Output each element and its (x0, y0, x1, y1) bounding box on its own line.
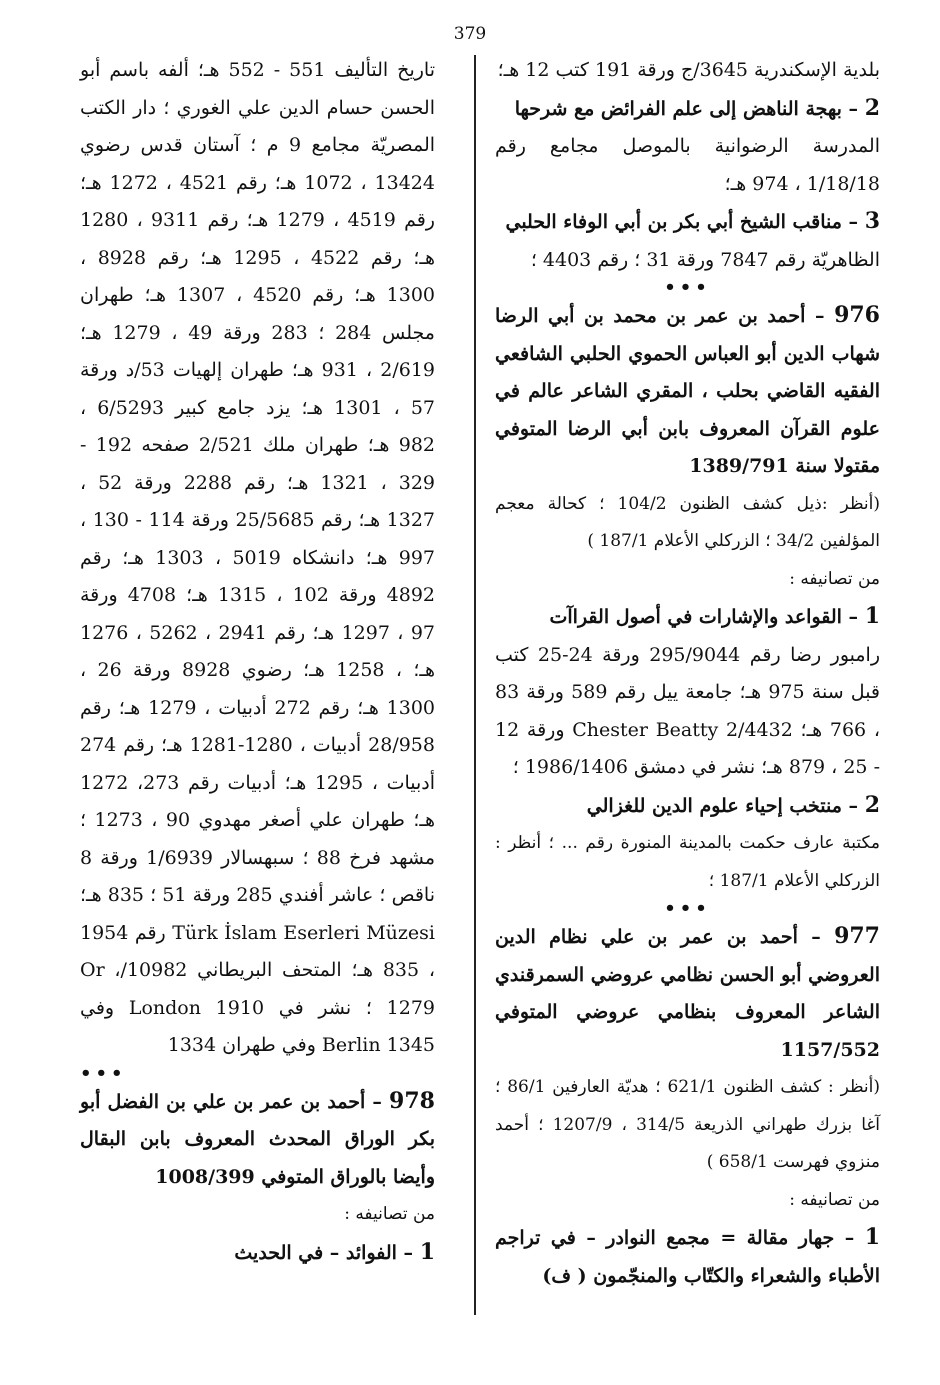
right-column (495, 52, 880, 1295)
paragraph: رامبور رضا رقم 295/9044 ورقة 24-25 كتب قبل سنة 975 هـ؛ جامعة ييل رقم 589 ورقة 83 ، 766 هـ؛ Chester Beatty 2/4432 ورقة 12 - 25 ، 879 هـ؛ نشر في دمشق 1986/1406 ؛ (495, 643, 881, 778)
entry-heading (495, 1219, 880, 1295)
paragraph: تاريخ التأليف 551 - 552 هـ؛ ألفه باسم أبو الحسن حسام الدين علي الغوري ؛ دار الكتب المصريّة مجامع 9 م ؛ آستان قدس رضوي 13424 ، 1072 هـ؛ رقم 4521 ، 1272 هـ؛ رقم 4519 ، 1279 هـ؛ رقم 9311 ، 1280 هـ؛ رقم 4522 ، 1295 هـ؛ رقم 8928 ، 1300 هـ؛ رقم 4520 ، 1307 هـ؛ طهران مجلس 284 ؛ 283 ورقة 49 ، 1279 هـ؛ 2/619 ، 931 هـ؛ طهران إلهيات 53/د ورقة 57 ، 1301 هـ؛ يزد جامع كبير 6/5293 ، 982 هـ؛ طهران ملك 2/521 صفحه 192 - 329 ، 1321 هـ؛ رقم 2288 ورقة 52 ، 1327 هـ؛ رقم 25/5685 ورقة 114 - 130 ، 997 هـ؛ دانشكاه 5019 ، 1303 هـ؛ رقم 4892 ورقة 102 ، 1315 هـ؛ 4708 ورقة 97 ، 1297 هـ؛ رقم 2941 ، 5262 ، 1276 هـ؛ ، 1258 هـ؛ رضوي 8928 ورقة 26 ، 1300 هـ؛ رقم 272 أدبيات ، 1279 هـ؛ رقم 28/958 أدبيات ، 1280-1281 هـ؛ رقم 274 أدبيات ، 1295 هـ؛ أدبيات رقم 273، 1272 هـ؛ طهران علي أصغر مهدوي 90 ، 1273 ؛ مشهد فرخ 88 ؛ سبهسالار 1/6939 ورقة 8 ناقص ؛ عاشر أفندي 285 ورقة 51 ؛ 835 هـ؛ Türk İslam Eserleri Müzesi رقم 1954 ، 835 هـ؛ المتحف البريطاني 10982/Or ، 1279 ؛ نشر في London 1910 وفي Berlin 1345 وفي طهران 1334 (80, 59, 436, 1056)
paragraph: (أنظر :ذيل كشف الظنون 104/2 ؛ كحالة معجم المؤلفين 34/2 ؛ الزركلي الأعلام 187/1 ) (495, 493, 880, 551)
entry-title: – بهجة الناهض إلى علم الفرائض مع شرحها (514, 97, 859, 120)
entry-heading (80, 1083, 435, 1197)
paragraph: المدرسة الرضوانية بالموصل مجامع رقم 1/18/18 ، 974 هـ؛ (495, 135, 880, 195)
column-divider (474, 55, 476, 1315)
entry-number: 978 (389, 1087, 435, 1114)
entry-title: – جهار مقالة = مجمع النوادر – في تراجم الأطباء والشعراء والكتّاب والمنجّمون ( ف) (495, 1227, 880, 1287)
entry-title: – الفوائد – في الحديث (234, 1241, 414, 1264)
entry-number: 976 (834, 302, 880, 328)
entry-title: – منتخب إحياء علوم الدين للغزالي (586, 794, 859, 817)
entry-heading (495, 90, 880, 129)
entry-number: 1 (864, 603, 880, 629)
entry-number: 2 (864, 94, 880, 121)
paragraph: من تصانيفه : (789, 568, 880, 589)
entry-title: – أحمد بن عمر بن علي بن الفضل أبو بكر الوراق المحدث المعروف بابن البقال وأيضا بالوراق المتوفي 1008/399 (80, 1090, 435, 1188)
paragraph: مكتبة عارف حكمت بالمدينة المنورة رقم ... ؛ أنظر : الزركلي الأعلام 187/1 ؛ (495, 833, 880, 891)
paragraph: من تصانيفه : (344, 1204, 435, 1224)
entry-number: 2 (864, 791, 880, 818)
left-column (80, 52, 435, 1272)
entry-heading (495, 297, 880, 486)
entry-heading (495, 598, 880, 637)
entry-title: – أحمد بن عمر بن علي نظام الدين العروضي أبو الحسن نظامي عروضي السمرقندي الشاعر المعروف بنظامي عروضي المتوفي 1157/552 (495, 926, 880, 1061)
entry-heading (495, 918, 880, 1069)
entry-title: – أحمد بن عمر بن محمد بن أبي الرضا شهاب الدين أبو العباس الحموي الحلبي الشافعي الفقيه القاضي بحلب ، المقري الشاعر عالم في علوم القرآن المعروف بابن أبي الرضا المتوفي مقتولا سنة 1389/791 (495, 305, 880, 477)
entry-number: 977 (834, 923, 880, 949)
entry-title: – القواعد والإشارات في أصول القراآت (549, 606, 859, 628)
entry-number: 1 (419, 1238, 435, 1265)
entry-heading (495, 787, 880, 826)
entry-heading (80, 1234, 435, 1273)
entry-number: 1 (864, 1224, 880, 1250)
paragraph: من تصانيفه : (789, 1189, 880, 1210)
separator-dots: ••• (664, 898, 711, 919)
page-number: 379 (453, 24, 487, 44)
separator-dots: ••• (80, 1062, 127, 1084)
entry-heading (495, 203, 880, 242)
paragraph: (أنظر : كشف الظنون 621/1 ؛ هديّة العارفين 86/1 ؛ آغا بزرك طهراني الذريعة 314/5 ، 1207/9 ؛ أحمد منزوي فهرست 658/1 ) (495, 1077, 880, 1172)
separator-dots: ••• (664, 277, 711, 298)
paragraph: بلدية الإسكندرية 3645/ج ورقة 191 كتب 12 هـ؛ (497, 59, 880, 81)
paragraph: الظاهريّة رقم 7847 ورقة 31 ؛ رقم 4403 ؛ (530, 248, 880, 271)
entry-title: – مناقب الشيخ أبي بكر بن أبي الوفاء الحلبي (505, 211, 859, 233)
entry-number: 3 (864, 208, 880, 234)
